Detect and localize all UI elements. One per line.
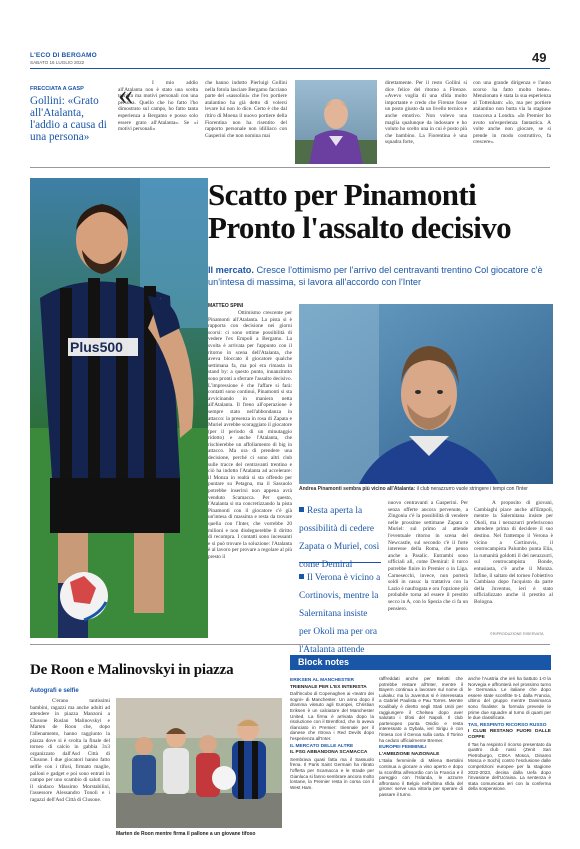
pinamonti-caption xyxy=(299,486,553,492)
bn-subheading: TRIENNALE PER L'EX INTERISTA xyxy=(290,684,367,690)
section-rule-2 xyxy=(30,644,550,645)
top-headline: Gollini: «Grato all'Atalanta, l'addio a causa di una persona» xyxy=(30,95,107,143)
bn-heading: TAS, RESPINTO RICORSO RUSSO xyxy=(468,722,547,728)
gollini-photo xyxy=(295,80,377,164)
bn-heading: IL MERCATO DELLE ALTRE xyxy=(290,743,354,749)
bn-text: Il Tas ha respinto il ricorso presentato da quattro club russi (Zenit San Pietroburgo, CSKA Mosca, Dinamo Mosca e Sochi) contro l'esclusione dalle competizioni europee per la stagione 2022-2023, decisa dalla Uefa dopo l'invasione dell'Ucraina. La sentenza è stata comunicata ieri con la conferma della sospensione. xyxy=(468,741,551,792)
bn-text: raffreddati anche per Belotti che potrebbe restare all'Inter, mentre il Bayern continua a lavorare sul nome di Lukaku: ma la Juventus si è interessata a Gabriel Paulista e Pau Torres. Mentre Koulibaly è diretto negli Stati Uniti per raggiungere il Chelsea dopo aver salutato i tifosi del Napoli. Il club partenopeo punta Osidio e resta interessato a Dybala, ieri Sirigu è con l'intesa con il Genoa sulla carta. Il Torino ha ceduto ufficialmente Bremer. xyxy=(379,676,463,743)
top-col-1: I mio addio all'Atalanta non è stato una scelta tecnica ma motivi personali con una persona. Quello che ho fatto l'ho dimostrato sul campo, ho fatto tanta esperienza a Bergamo e posso solo essere grato all'Atalanta». Se «i motivi personali» xyxy=(118,80,198,133)
pull-quote-bullet xyxy=(299,574,304,579)
masthead-date: SABATO 16 LUGLIO 2022 xyxy=(30,60,85,65)
caption-bold: Andrea Pinamonti sembra più vicino all'Atalanta: xyxy=(299,486,416,492)
main-col-2: nuovo centravanti a Gasperini. Per senza offerte ancora pervenute, a Zingonia c'è la possibilità di vendere nelle prossime settimane Zapata o Muriel: sul primo al attende l'eventuale ritorno in scena del Newcastle, sul secondo c'è il forte interesse della Roma, che penso anche a Pasalic. Entrambi sono ufficiali all, come Demiral: il turco potrebbe finire in Premier o in Liga. Carnesecchi, invece, non porterà soldi in cassa: la trattativa con la Lazio è naufragata e ora l'opzione più probabile torna ad essere il prestito secco in A, con lo Spezia che ci fa un pensiero. xyxy=(388,500,468,612)
deroon-kicker: Autografi e selfie xyxy=(30,688,79,694)
pull-quote-1-text: Resta aperta la possibilità di cedere Zapata o Muriel, così come Demiral xyxy=(299,506,380,570)
top-col-4: con una grande dirigenza e l'anno scorso ha fatto molto bene». Menzionato è stata la sua esperienza al Tottenham: «Io, ma per portiere atalantino non butta via la stagione trascorsa a Londra. «In Premier ho avuto un'esperienza fantastica. A volte anche non giocare, se si prende in modo costruttivo, fa crescere». xyxy=(473,80,551,146)
bn-subheading: L'AMBIZIONE NAZIONALE xyxy=(379,751,440,757)
deck-label: Il mercato. xyxy=(208,265,254,275)
bn-heading: ERIKSEN AL MANCHESTER xyxy=(290,678,354,683)
player-photo xyxy=(30,178,208,638)
bn-text: anche l'Austria che ieri ha battuto 1-0 la Norvegia e affronterà nel prossimo turno le Germania. Le italiane che dopo essere state sconfitte 5-1 dalla Francia, ultimo del gruppo mentre Danimarca sono finaliste: la formula prevede le prime due squadre al turno di quarti per le due classificate. xyxy=(468,676,551,721)
deck-text: Cresce l'ottimismo per l'arrivo del centravanti trentino Col giocatore c'è un'intesa di massima, si lavora all'accordo con l'Inter xyxy=(208,265,543,287)
quote-mark: « xyxy=(118,78,133,111)
blocknotes-col-2 xyxy=(379,676,463,844)
pull-quote-bullet xyxy=(299,507,304,512)
bn-text: L'Italia femminile di Milena Bertolini continua a giocare a viso aperto e dopo la sconfitta all'esordio con la Francia e il pareggio con l'Islanda, le azzurre affrontano il Belgio nell'ultima sfida del girone: serve una vittoria per sperare di passare il turno. xyxy=(379,758,463,797)
byline: MATTEO SPINI xyxy=(208,303,244,309)
pull-quote-2-text: Il Verona è vicino a Cortinovis, mentre la Salernitana insiste per Okoli ma per ora l'Atalanta attende xyxy=(299,573,381,655)
masthead-paper: L'ECO DI BERGAMO xyxy=(30,52,97,59)
pull-quote-divider xyxy=(299,562,381,563)
blocknotes-col-3 xyxy=(468,676,551,844)
svg-text:Plus500: Plus500 xyxy=(70,339,123,355)
bn-text: Dall'incubo di Copenaghen ai «teatro dei sogni» di Manchester. Un anno dopo il dramma vissuto agli Europei, Christian Eriksen è un calciatore del Manchester United. La firma è arrivata dopo la risoluzione con il Brentford, che lo aveva rilanciato in Premier: triennale per il danese che ritrova i Red Devils dopo l'esperienza all'Inter. xyxy=(290,691,374,741)
bn-subheading: I CLUB RESTANO FUORI DALLE COPPE xyxy=(468,729,551,740)
bn-item xyxy=(290,678,374,790)
bn-text: Sembrava quasi fatta ma il Sassuolo frena. Il Paris Saint Germain ha ritirato l'offerta per Scamacca e le strade per Gianluca si fanno sembrare ancora molto lontane, la Premier resta in corsa con il West Ham. xyxy=(290,756,374,790)
top-kicker: FRECCIATA A GASP xyxy=(30,86,84,92)
caption-rest: il club nerazzurro vuole stringere i tempi con l'Inter xyxy=(415,486,528,492)
deroon-text: C'erano tantissimi bambini, ragazzi ma anche adulti ad attendere in piazza Manzoni a Clusone Ruslan Malinovskyi e Marten de Roon che, dopo l'allenamento, hanno raggiunto la piazza dove si è svolta la finale del torneo di calcio in gabbia 3x3 organizzato dall'Asd Città di Clusone. I due giocatori hanno fatto selfie con i tifosi, firmato maglie, palloni e gadget e poi sono entrati in campo per uno scambio di saluti con il sindaco Massimo Morstabilini, l'assessore Alessandro Tonoli e i ragazzi dell'Asd Città di Clusone. xyxy=(30,698,110,803)
deroon-caption: Marten de Roon mentre firma il pallone a un giovane tifoso xyxy=(116,831,256,837)
rights-notice: ©RIPRODUZIONE RISERVATA xyxy=(490,632,544,636)
masthead-rule xyxy=(30,68,550,69)
bn-heading: EUROPEI FEMMINILI xyxy=(379,745,427,751)
blocknotes-header: Block notes xyxy=(290,655,551,670)
deroon-headline: De Roon e Malinovskyi in piazza xyxy=(30,662,234,678)
bn-subheading: IL PSG ABBANDONA SCAMACCA xyxy=(290,750,368,756)
top-col-2: che hanno indotto Pierluigi Gollini nella fotola lasciare Bergamo facciano parte del «sassolini» che l'ex portiere atalantino ha già detto di volersi levare lui non lo dice. Certo è che dal ritiro di Moena il nuovo portiere della Fiorentina non ha risentito del rapporto personale non idilliaco con Gasperini che non nomina mai xyxy=(205,80,287,139)
main-headline-line1: Scatto per Pinamonti xyxy=(208,177,477,212)
blocknotes-col-1 xyxy=(290,676,374,844)
main-col-1: Ottimismo crescente per Pinamonti all'Atalanta. La pista si è rapporta con decisione nei giorni scorsi: ci sono ottime possibilità di vedere l'ex Empoli a Bergamo. La svolta è arrivata per l'appunto con il ritorno in scena dell'Atalanta, che aveva bloccato il giocatore qualche settimana fa, ma poi era rimasta in stand by: a questo punto, innanzitutto sono pronti a sferrare l'assalto decisivo. L'impressione è che l'affare si farà: contatti sono continui, Pinamonti si sta avvicinando in maniera netta all'Atalanta. Il freno all'operazione è sempre stato nell'abbondanza in attacco: la presenza in rosa di Zapata e Muriel avrebbe scoraggiato il giocatore (per il periodo di un minutaggio ridotto) e anche l'Atalanta, che rischierebbe un affollamento di big in attacco. Ma ora di prendere una decisione, perché ci sono altri club sulle tracce del centravanti trentino e ciò ha indotto l'Atalanta ad accelerare: il Monza in realtà si sta offendo per puntare su Petagna, ma il Sassuolo potrebbe inserirsi non appena avrà venduto Scamacca. Per questo, l'Atalanta si sta concretizzando la pista Pinamonti con il giocatore c'è già un'intesa di massima e resta da trovare quella con l'Inter, che vorrebbe 20 milioni e non disdegnerebbe il diritto di recompra. I contatti sono incessanti e si può trovare la soluzione: l'Atalanta è al lavoro per provare a regolare al più presto il xyxy=(208,310,292,560)
pinamonti-photo xyxy=(299,304,553,484)
section-rule xyxy=(30,167,550,168)
main-deck xyxy=(208,265,553,288)
main-col-3: A proposito di giovani, Cambiaghi piace anche all'Empoli, mentre la Salernitana insiste per Okoli, ma i nerazzurri preferiscono attendere prima di decidere il suo destino. Nel frattempo il Verona è vicino a Cortinovis, il centrocampista Palumbo punta Elia, la rumanità goldotti il dei nerazzurri, sul centrocampista Bonde, entusiasta, c'è anche il Monza. Infine, il saltato del torneo l'obiettivo Cambiaso dopo l'acquisto da parte della Juventus, ieri è stato ufficializzato anche il prestito al Bologna. xyxy=(474,500,553,605)
page-number: 49 xyxy=(532,50,547,65)
top-col-3: direttamente. Per il resto Gollini si dice felice del ritorno a Firenze. «Avevo voglia di una sfida molto importante e credo che Firenze fosse un posto giusto da un livello tecnico e anche emotivo. Non volevo una maglia qualunque da indossare e ho voluto ho scelto una in cui è posto più che bambino. La Fiorentina è una squadra forte, xyxy=(385,80,467,146)
main-headline-line2: Pronto l'assalto decisivo xyxy=(208,210,512,245)
deroon-photo xyxy=(116,698,282,828)
